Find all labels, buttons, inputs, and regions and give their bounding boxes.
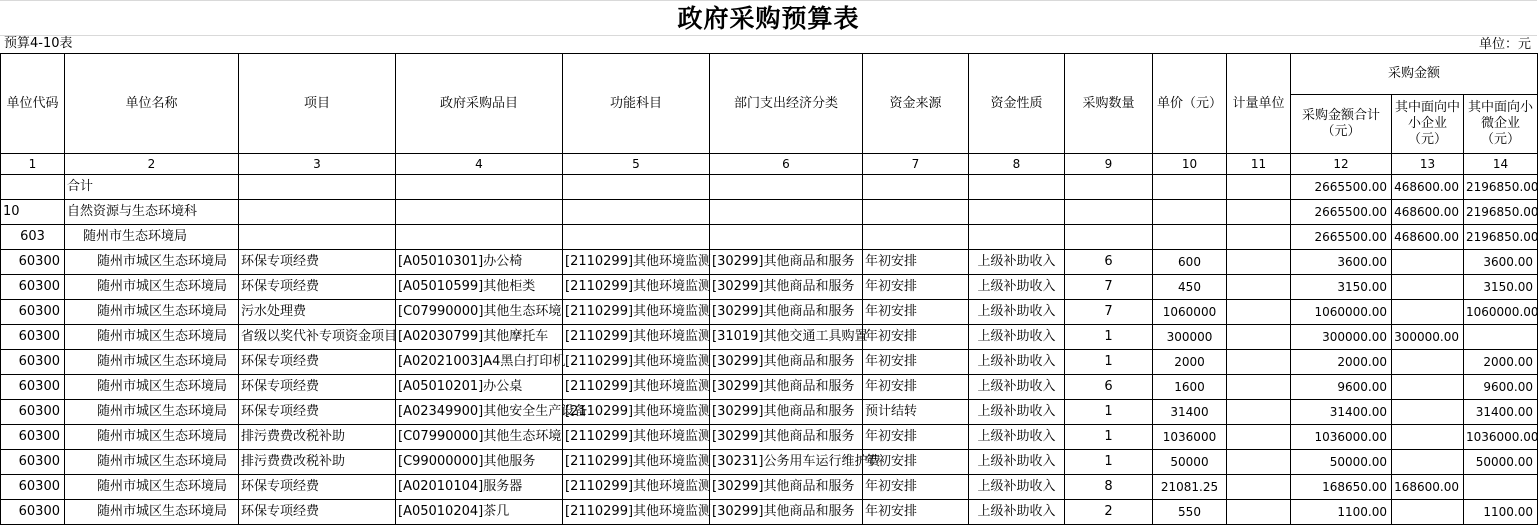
cell-unit-name: 随州市城区生态环境局	[65, 500, 239, 525]
cell-amount-micro: 2196850.00	[1464, 175, 1538, 200]
empty-cell	[396, 175, 563, 200]
cell-econ-class: [30299]其他商品和服务	[710, 275, 863, 300]
cell-amount-sme: 468600.00	[1392, 200, 1464, 225]
cell-procurement-item: [A05010204]茶几	[396, 500, 563, 525]
cell-amount-sme	[1392, 300, 1464, 325]
cell-quantity: 6	[1065, 375, 1153, 400]
cell-unit-code: 60300	[1, 325, 65, 350]
procurement-budget-table	[0, 53, 1538, 525]
summary-row	[1, 200, 1538, 225]
cell-project: 环保专项经费	[239, 375, 396, 400]
cell-measure-unit	[1227, 275, 1291, 300]
cell-function-subject: [2110299]其他环境监测	[563, 450, 710, 475]
empty-cell	[239, 175, 396, 200]
cell-fund-source: 年初安排	[863, 425, 969, 450]
empty-cell	[969, 175, 1065, 200]
cell-unit-name: 随州市城区生态环境局	[65, 450, 239, 475]
cell-function-subject: [2110299]其他环境监测	[563, 475, 710, 500]
cell-amount-sme	[1392, 425, 1464, 450]
header-unit-code: 单位代码	[1, 54, 65, 154]
unit-note: 单位：元	[1478, 37, 1531, 52]
cell-procurement-item: [A02349900]其他安全生产设备	[396, 400, 563, 425]
cell-amount-total: 2000.00	[1291, 350, 1392, 375]
column-number-cell: 3	[239, 154, 396, 175]
cell-econ-class: [30299]其他商品和服务	[710, 300, 863, 325]
empty-cell	[1227, 225, 1291, 250]
cell-unit-price: 550	[1153, 500, 1227, 525]
cell-project: 环保专项经费	[239, 250, 396, 275]
cell-fund-source: 年初安排	[863, 350, 969, 375]
cell-amount-micro: 2000.00	[1464, 350, 1538, 375]
header-fund-source: 资金来源	[863, 54, 969, 154]
empty-cell	[863, 175, 969, 200]
header-unit-name: 单位名称	[65, 54, 239, 154]
cell-econ-class: [30299]其他商品和服务	[710, 375, 863, 400]
table-row	[1, 375, 1538, 400]
cell-quantity: 2	[1065, 500, 1153, 525]
cell-fund-nature: 上级补助收入	[969, 250, 1065, 275]
empty-cell	[969, 200, 1065, 225]
cell-unit-code: 60300	[1, 275, 65, 300]
header-amount-sme: 其中面向中小企业（元）	[1392, 95, 1464, 154]
cell-econ-class: [30299]其他商品和服务	[710, 500, 863, 525]
cell-amount-micro: 3150.00	[1464, 275, 1538, 300]
cell-quantity: 1	[1065, 350, 1153, 375]
cell-amount-micro: 50000.00	[1464, 450, 1538, 475]
cell-amount-sme: 468600.00	[1392, 225, 1464, 250]
cell-function-subject: [2110299]其他环境监测	[563, 425, 710, 450]
header-amount-micro: 其中面向小微企业（元）	[1464, 95, 1538, 154]
column-number-cell: 14	[1464, 154, 1538, 175]
cell-project: 环保专项经费	[239, 350, 396, 375]
cell-amount-sme: 168600.00	[1392, 475, 1464, 500]
form-number: 预算4-10表	[4, 36, 73, 51]
cell-quantity: 7	[1065, 300, 1153, 325]
cell-function-subject: [2110299]其他环境监测	[563, 375, 710, 400]
empty-cell	[1227, 175, 1291, 200]
table-row	[1, 425, 1538, 450]
cell-measure-unit	[1227, 475, 1291, 500]
cell-procurement-item: [C99000000]其他服务	[396, 450, 563, 475]
cell-amount-total: 9600.00	[1291, 375, 1392, 400]
empty-cell	[239, 225, 396, 250]
cell-unit-price: 31400	[1153, 400, 1227, 425]
cell-function-subject: [2110299]其他环境监测	[563, 350, 710, 375]
cell-quantity: 8	[1065, 475, 1153, 500]
cell-unit-code: 60300	[1, 500, 65, 525]
cell-amount-sme	[1392, 275, 1464, 300]
cell-fund-source: 年初安排	[863, 250, 969, 275]
column-number-cell: 1	[1, 154, 65, 175]
cell-quantity: 6	[1065, 250, 1153, 275]
column-number-cell: 9	[1065, 154, 1153, 175]
column-number-row	[1, 154, 1538, 175]
cell-procurement-item: [C07990000]其他生态环境	[396, 300, 563, 325]
cell-unit-price: 600	[1153, 250, 1227, 275]
cell-measure-unit	[1227, 425, 1291, 450]
cell-fund-nature: 上级补助收入	[969, 275, 1065, 300]
cell-fund-nature: 上级补助收入	[969, 425, 1065, 450]
cell-unit-name: 随州市城区生态环境局	[65, 350, 239, 375]
cell-amount-sme	[1392, 400, 1464, 425]
cell-procurement-item: [A05010599]其他柜类	[396, 275, 563, 300]
cell-unit-name: 合计	[65, 175, 239, 200]
sheet-gridline	[0, 0, 1537, 1]
cell-unit-name: 随州市城区生态环境局	[65, 425, 239, 450]
cell-amount-micro	[1464, 475, 1538, 500]
cell-unit-name: 随州市城区生态环境局	[65, 400, 239, 425]
cell-function-subject: [2110299]其他环境监测	[563, 300, 710, 325]
cell-unit-name: 随州市城区生态环境局	[65, 275, 239, 300]
cell-amount-total: 3150.00	[1291, 275, 1392, 300]
header-function-subject: 功能科目	[563, 54, 710, 154]
empty-cell	[1227, 200, 1291, 225]
cell-function-subject: [2110299]其他环境监测	[563, 275, 710, 300]
cell-amount-micro: 1060000.00	[1464, 300, 1538, 325]
cell-econ-class: [30299]其他商品和服务	[710, 350, 863, 375]
cell-unit-price: 300000	[1153, 325, 1227, 350]
empty-cell	[396, 200, 563, 225]
column-number-cell: 10	[1153, 154, 1227, 175]
cell-unit-code: 603	[1, 225, 65, 250]
cell-amount-total: 1060000.00	[1291, 300, 1392, 325]
cell-unit-code: 60300	[1, 425, 65, 450]
cell-econ-class: [30299]其他商品和服务	[710, 250, 863, 275]
cell-amount-sme: 300000.00	[1392, 325, 1464, 350]
cell-measure-unit	[1227, 350, 1291, 375]
cell-unit-name: 随州市生态环境局	[65, 225, 239, 250]
empty-cell	[710, 200, 863, 225]
cell-amount-micro: 1036000.00	[1464, 425, 1538, 450]
cell-amount-total: 3600.00	[1291, 250, 1392, 275]
column-number-cell: 2	[65, 154, 239, 175]
empty-cell	[863, 225, 969, 250]
header-amount-total: 采购金额合计（元）	[1291, 95, 1392, 154]
empty-cell	[1065, 225, 1153, 250]
cell-unit-price: 21081.25	[1153, 475, 1227, 500]
cell-measure-unit	[1227, 500, 1291, 525]
cell-procurement-item: [A05010301]办公椅	[396, 250, 563, 275]
table-row	[1, 250, 1538, 275]
table-row	[1, 475, 1538, 500]
cell-quantity: 1	[1065, 425, 1153, 450]
empty-cell	[710, 225, 863, 250]
cell-unit-price: 1036000	[1153, 425, 1227, 450]
cell-unit-name: 随州市城区生态环境局	[65, 250, 239, 275]
header-project: 项目	[239, 54, 396, 154]
column-number-cell: 4	[396, 154, 563, 175]
cell-amount-total: 2665500.00	[1291, 200, 1392, 225]
cell-quantity: 1	[1065, 450, 1153, 475]
empty-cell	[396, 225, 563, 250]
summary-row	[1, 225, 1538, 250]
cell-measure-unit	[1227, 250, 1291, 275]
cell-project: 环保专项经费	[239, 475, 396, 500]
cell-procurement-item: [C07990000]其他生态环境	[396, 425, 563, 450]
cell-fund-nature: 上级补助收入	[969, 375, 1065, 400]
cell-amount-micro: 2196850.00	[1464, 200, 1538, 225]
cell-amount-micro: 31400.00	[1464, 400, 1538, 425]
cell-unit-code: 60300	[1, 350, 65, 375]
table-body	[1, 175, 1538, 525]
cell-project: 排污费费改税补助	[239, 425, 396, 450]
cell-amount-sme	[1392, 250, 1464, 275]
cell-procurement-item: [A02010104]服务器	[396, 475, 563, 500]
cell-amount-micro: 3600.00	[1464, 250, 1538, 275]
empty-cell	[969, 225, 1065, 250]
column-number-cell: 6	[710, 154, 863, 175]
cell-function-subject: [2110299]其他环境监测	[563, 400, 710, 425]
cell-amount-micro	[1464, 325, 1538, 350]
cell-amount-sme	[1392, 350, 1464, 375]
cell-amount-micro: 9600.00	[1464, 375, 1538, 400]
cell-procurement-item: [A02030799]其他摩托车	[396, 325, 563, 350]
cell-unit-code: 60300	[1, 450, 65, 475]
cell-fund-nature: 上级补助收入	[969, 325, 1065, 350]
cell-fund-source: 预计结转	[863, 400, 969, 425]
cell-unit-code: 60300	[1, 475, 65, 500]
cell-fund-nature: 上级补助收入	[969, 400, 1065, 425]
cell-unit-name: 随州市城区生态环境局	[65, 300, 239, 325]
header-econ-class: 部门支出经济分类	[710, 54, 863, 154]
cell-function-subject: [2110299]其他环境监测	[563, 250, 710, 275]
header-unit-price: 单价（元）	[1153, 54, 1227, 154]
cell-fund-source: 年初安排	[863, 450, 969, 475]
empty-cell	[1153, 175, 1227, 200]
cell-amount-total: 2665500.00	[1291, 225, 1392, 250]
table-row	[1, 400, 1538, 425]
cell-project: 排污费费改税补助	[239, 450, 396, 475]
cell-fund-nature: 上级补助收入	[969, 500, 1065, 525]
empty-cell	[1153, 225, 1227, 250]
empty-cell	[563, 175, 710, 200]
cell-unit-code: 10	[1, 200, 65, 225]
cell-amount-total: 1100.00	[1291, 500, 1392, 525]
cell-econ-class: [30231]公务用车运行维护费	[710, 450, 863, 475]
empty-cell	[1065, 200, 1153, 225]
cell-amount-sme	[1392, 450, 1464, 475]
column-number-cell: 12	[1291, 154, 1392, 175]
cell-quantity: 1	[1065, 325, 1153, 350]
cell-unit-price: 1060000	[1153, 300, 1227, 325]
cell-amount-total: 300000.00	[1291, 325, 1392, 350]
cell-measure-unit	[1227, 300, 1291, 325]
cell-unit-price: 2000	[1153, 350, 1227, 375]
cell-measure-unit	[1227, 400, 1291, 425]
cell-amount-total: 2665500.00	[1291, 175, 1392, 200]
cell-project: 环保专项经费	[239, 275, 396, 300]
cell-unit-code: 60300	[1, 400, 65, 425]
cell-econ-class: [30299]其他商品和服务	[710, 400, 863, 425]
cell-unit-name: 随州市城区生态环境局	[65, 375, 239, 400]
header-amount-group: 采购金额	[1291, 54, 1538, 95]
cell-unit-name: 随州市城区生态环境局	[65, 325, 239, 350]
cell-fund-source: 年初安排	[863, 500, 969, 525]
cell-unit-price: 1600	[1153, 375, 1227, 400]
column-number-cell: 5	[563, 154, 710, 175]
column-number-cell: 7	[863, 154, 969, 175]
cell-amount-sme	[1392, 375, 1464, 400]
cell-amount-sme	[1392, 500, 1464, 525]
header-fund-nature: 资金性质	[969, 54, 1065, 154]
cell-measure-unit	[1227, 375, 1291, 400]
cell-quantity: 7	[1065, 275, 1153, 300]
cell-unit-name: 自然资源与生态环境科	[65, 200, 239, 225]
table-row	[1, 325, 1538, 350]
cell-fund-nature: 上级补助收入	[969, 475, 1065, 500]
cell-unit-code: 60300	[1, 250, 65, 275]
table-row	[1, 300, 1538, 325]
cell-function-subject: [2110299]其他环境监测	[563, 500, 710, 525]
cell-project: 污水处理费	[239, 300, 396, 325]
column-number-cell: 13	[1392, 154, 1464, 175]
cell-amount-micro: 2196850.00	[1464, 225, 1538, 250]
cell-amount-total: 168650.00	[1291, 475, 1392, 500]
page-title: 政府采购预算表	[677, 4, 860, 33]
header-measure-unit: 计量单位	[1227, 54, 1291, 154]
cell-quantity: 1	[1065, 400, 1153, 425]
cell-measure-unit	[1227, 450, 1291, 475]
cell-econ-class: [30299]其他商品和服务	[710, 475, 863, 500]
cell-project: 省级以奖代补专项资金项目	[239, 325, 396, 350]
table-row	[1, 350, 1538, 375]
cell-fund-nature: 上级补助收入	[969, 300, 1065, 325]
table-row	[1, 500, 1538, 525]
cell-fund-source: 年初安排	[863, 375, 969, 400]
empty-cell	[563, 225, 710, 250]
cell-amount-total: 50000.00	[1291, 450, 1392, 475]
cell-function-subject: [2110299]其他环境监测	[563, 325, 710, 350]
empty-cell	[1153, 200, 1227, 225]
cell-amount-total: 1036000.00	[1291, 425, 1392, 450]
cell-unit-price: 50000	[1153, 450, 1227, 475]
cell-unit-name: 随州市城区生态环境局	[65, 475, 239, 500]
cell-measure-unit	[1227, 325, 1291, 350]
empty-cell	[710, 175, 863, 200]
cell-fund-source: 年初安排	[863, 300, 969, 325]
empty-cell	[1065, 175, 1153, 200]
cell-amount-total: 31400.00	[1291, 400, 1392, 425]
cell-procurement-item: [A05010201]办公桌	[396, 375, 563, 400]
header-quantity: 采购数量	[1065, 54, 1153, 154]
cell-fund-source: 年初安排	[863, 275, 969, 300]
cell-unit-code: 60300	[1, 375, 65, 400]
summary-row	[1, 175, 1538, 200]
cell-unit-code: 60300	[1, 300, 65, 325]
cell-fund-nature: 上级补助收入	[969, 450, 1065, 475]
cell-unit-price: 450	[1153, 275, 1227, 300]
cell-amount-micro: 1100.00	[1464, 500, 1538, 525]
cell-fund-source: 年初安排	[863, 325, 969, 350]
table-row	[1, 450, 1538, 475]
empty-cell	[863, 200, 969, 225]
column-number-cell: 11	[1227, 154, 1291, 175]
empty-cell	[563, 200, 710, 225]
cell-procurement-item: [A02021003]A4黑白打印机	[396, 350, 563, 375]
cell-amount-sme: 468600.00	[1392, 175, 1464, 200]
cell-unit-code	[1, 175, 65, 200]
header-procurement-item: 政府采购品目	[396, 54, 563, 154]
cell-econ-class: [31019]其他交通工具购置	[710, 325, 863, 350]
empty-cell	[239, 200, 396, 225]
cell-project: 环保专项经费	[239, 400, 396, 425]
column-number-cell: 8	[969, 154, 1065, 175]
cell-project: 环保专项经费	[239, 500, 396, 525]
table-row	[1, 275, 1538, 300]
cell-fund-nature: 上级补助收入	[969, 350, 1065, 375]
cell-fund-source: 年初安排	[863, 475, 969, 500]
cell-econ-class: [30299]其他商品和服务	[710, 425, 863, 450]
